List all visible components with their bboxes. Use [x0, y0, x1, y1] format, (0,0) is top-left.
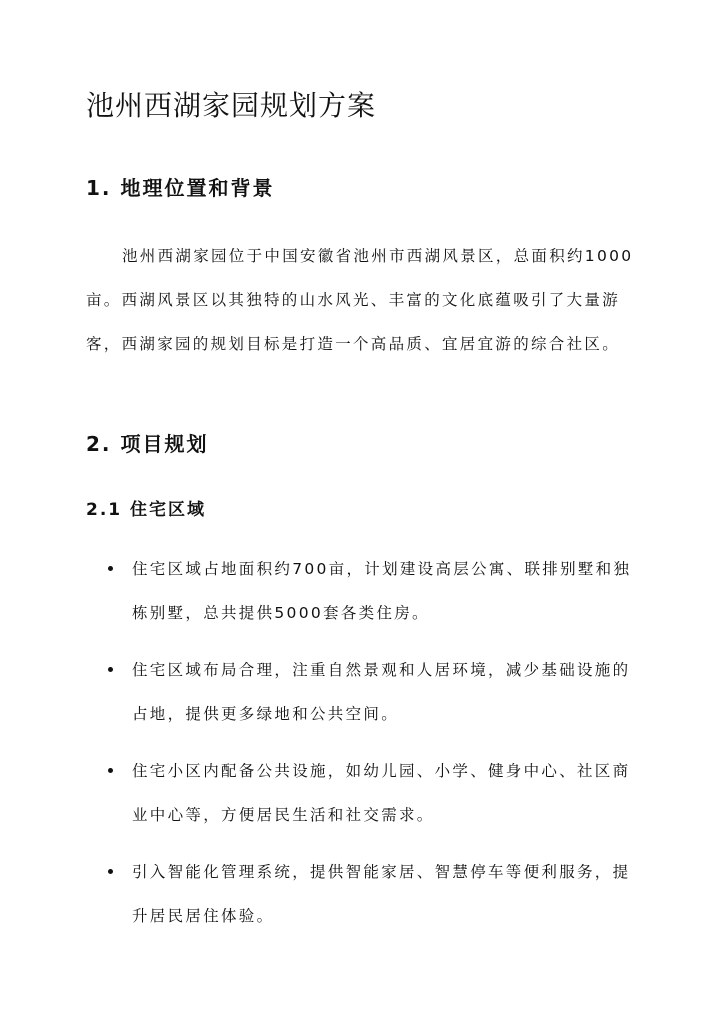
subsection-heading-residential: 2.1 住宅区域: [86, 500, 207, 520]
list-item-text: 引入智能化管理系统，提供智能家居、智慧停车等便利服务，提升居民居住体验。: [132, 863, 631, 925]
bullet-icon: [108, 869, 113, 874]
bullet-icon: [108, 566, 113, 571]
section-heading-location: 1. 地理位置和背景: [86, 176, 275, 200]
list-item: [86, 648, 634, 736]
document-title: 池州西湖家园规划方案: [86, 89, 377, 122]
list-item: [86, 547, 634, 635]
section-heading-planning: 2. 项目规划: [86, 432, 209, 456]
residential-bullet-list: [86, 547, 634, 951]
list-item-text: 住宅区域布局合理，注重自然景观和人居环境，减少基础设施的占地，提供更多绿地和公共空间。: [132, 661, 631, 723]
section-paragraph-location: 池州西湖家园位于中国安徽省池州市西湖风景区，总面积约1000亩。西湖风景区以其独特的山水风光、丰富的文化底蕴吸引了大量游客，西湖家园的规划目标是打造一个高品质、宜居宜游的综合社区。: [86, 247, 634, 353]
bullet-icon: [108, 667, 113, 672]
bullet-icon: [108, 768, 113, 773]
list-item: [86, 850, 634, 938]
list-item-text: 住宅小区内配备公共设施，如幼儿园、小学、健身中心、社区商业中心等，方便居民生活和社交需求。: [132, 762, 631, 824]
list-item: [86, 749, 634, 837]
list-item-text: 住宅区域占地面积约700亩，计划建设高层公寓、联排别墅和独栋别墅，总共提供5000套各类住房。: [132, 560, 632, 622]
